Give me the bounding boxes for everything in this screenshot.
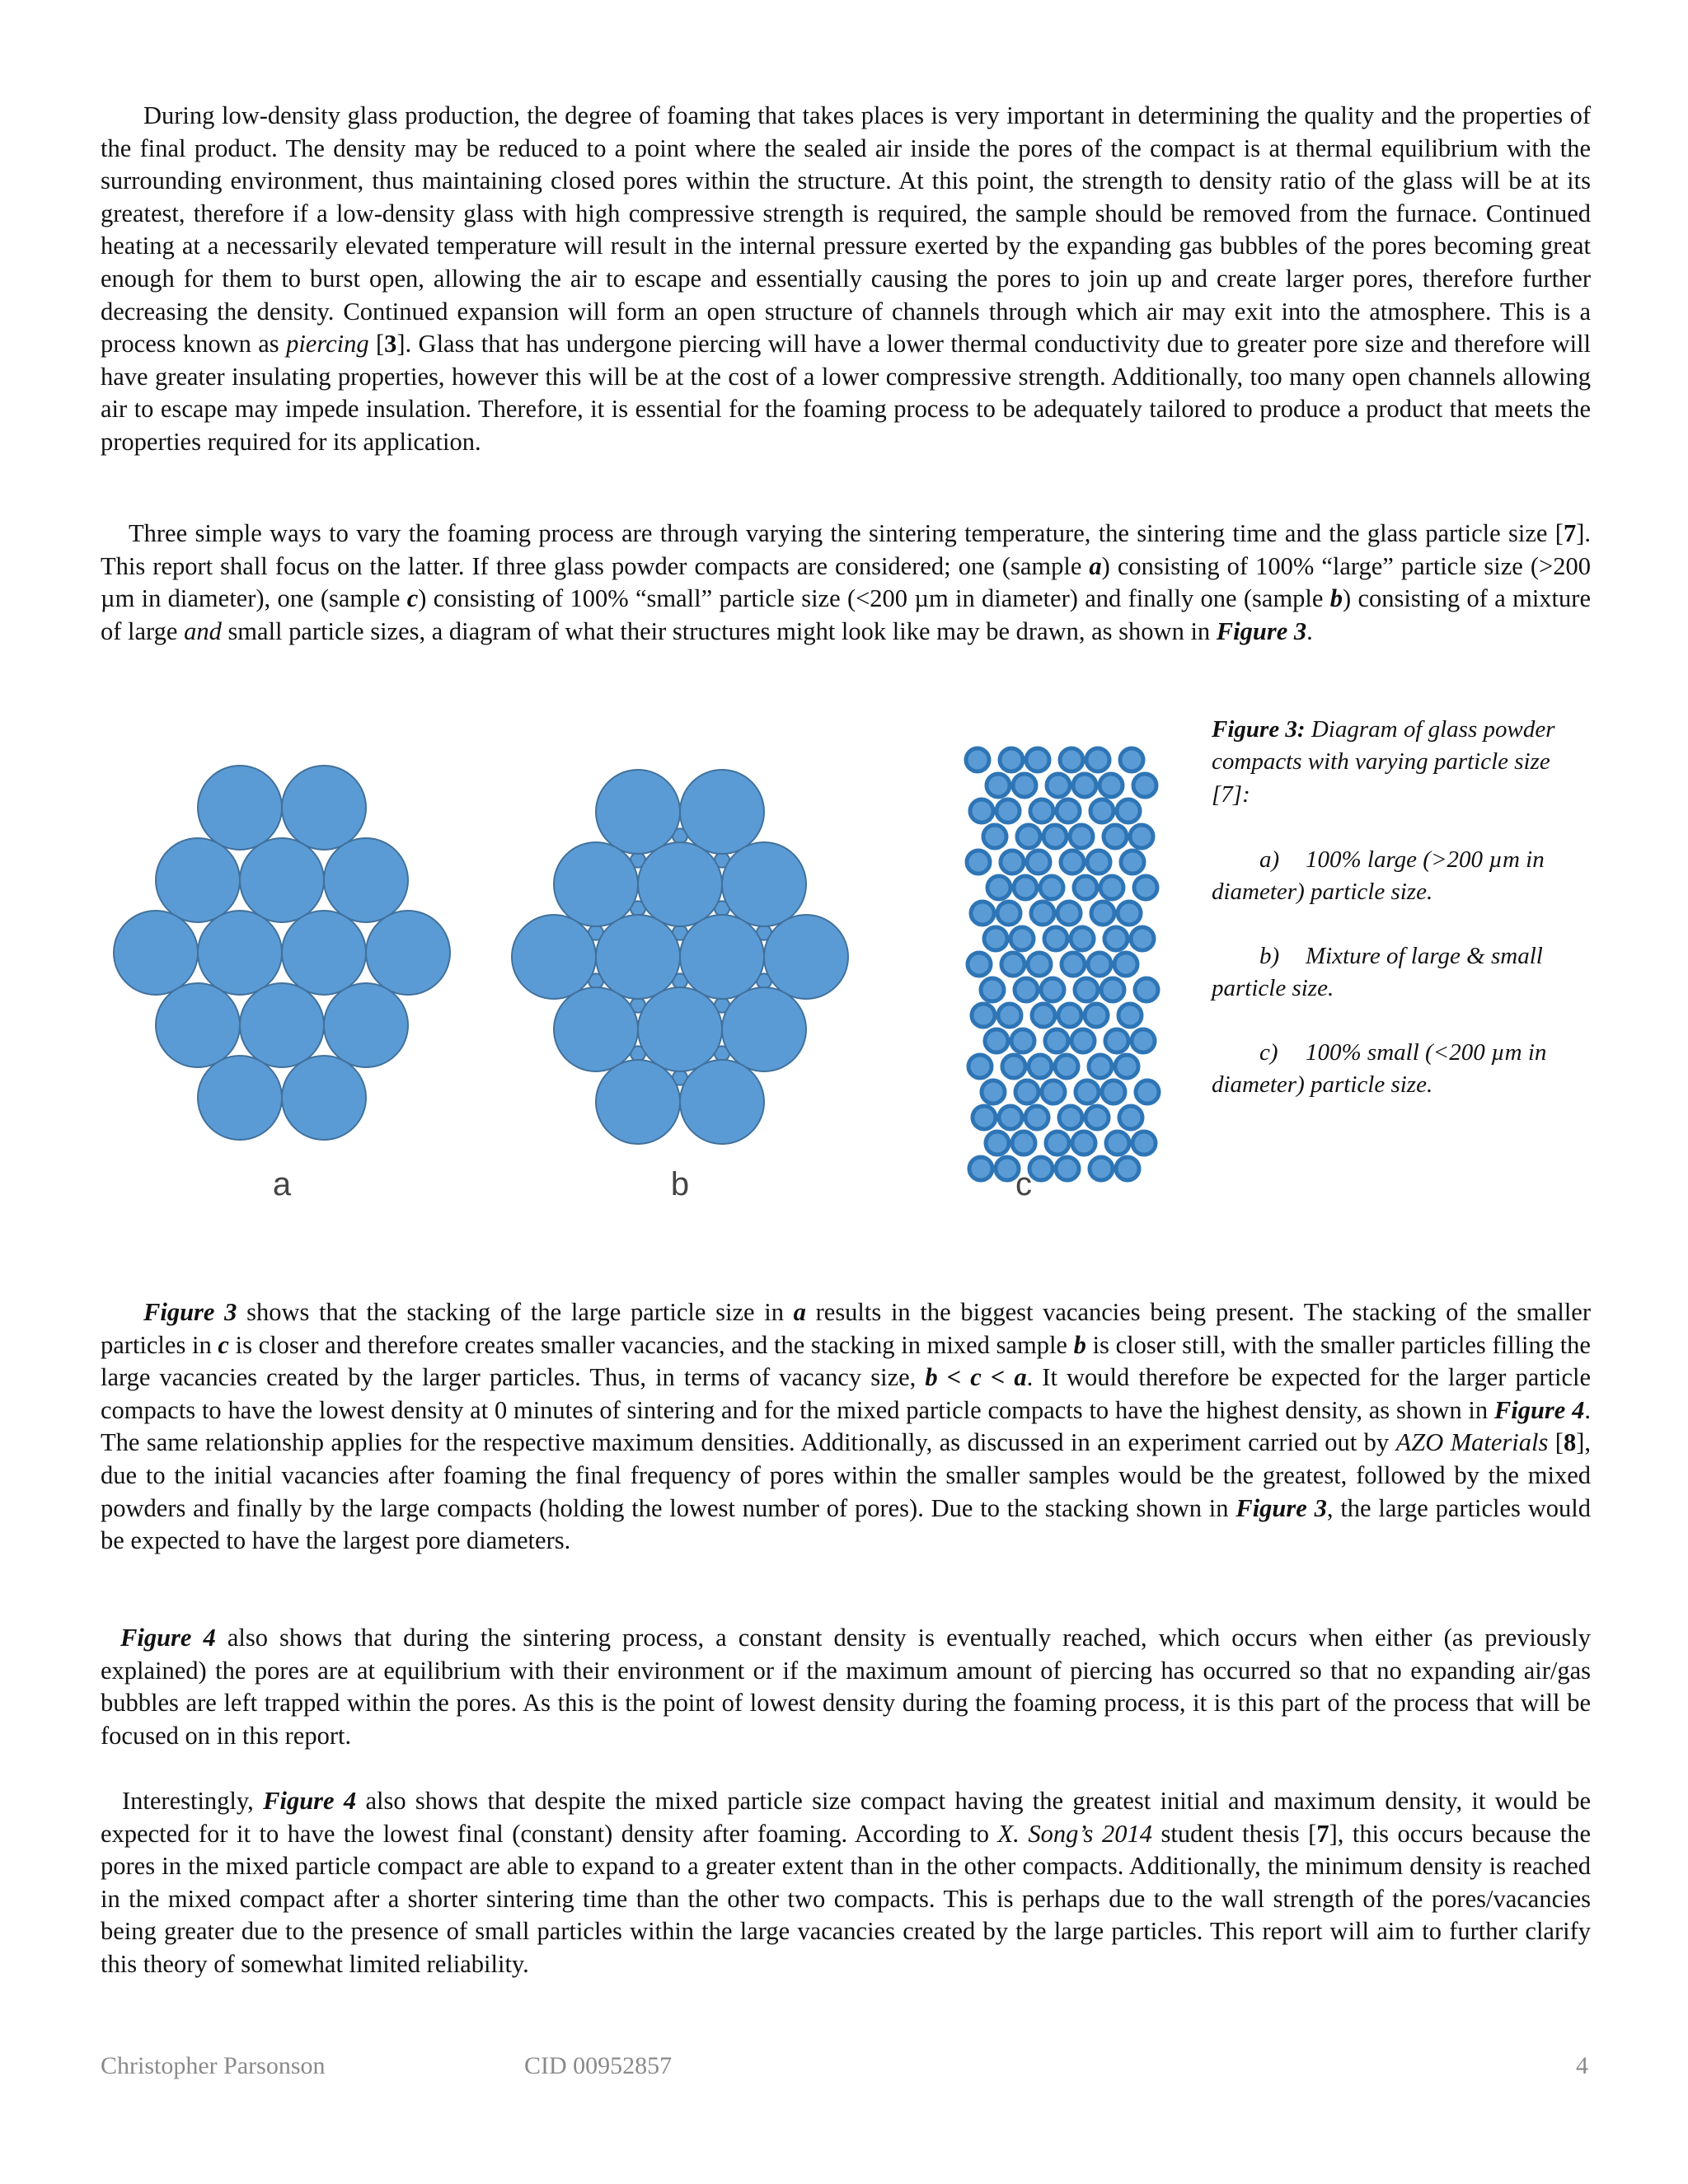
figure-3-diagram	[101, 717, 1189, 1212]
p3-inequality: b < c < a	[925, 1363, 1027, 1392]
small-particle	[1102, 1080, 1125, 1104]
small-particle	[1132, 1132, 1156, 1155]
small-particle	[1047, 774, 1070, 797]
small-particle	[1130, 825, 1153, 848]
large-particle	[554, 842, 638, 926]
small-particle	[1089, 1055, 1112, 1078]
large-particle	[324, 838, 408, 922]
small-particle	[1056, 1157, 1079, 1180]
small-particle	[1061, 851, 1084, 874]
paragraph-foaming-intro	[101, 100, 1591, 459]
small-particle	[1091, 902, 1114, 925]
small-particle	[987, 876, 1010, 899]
large-particle	[198, 1056, 282, 1140]
large-particle	[198, 766, 282, 850]
large-particle	[114, 911, 198, 995]
large-particle	[680, 1060, 764, 1144]
small-particle	[1117, 799, 1140, 823]
paragraph-constant-density	[101, 1622, 1591, 1752]
small-particle	[1135, 978, 1158, 1001]
caption-title: Figure 3:	[1212, 716, 1306, 743]
compact-c-small-particles	[966, 748, 1159, 1180]
small-particle	[1013, 774, 1036, 797]
compact-b-mixed-particles	[512, 770, 848, 1144]
small-particle	[1027, 851, 1050, 874]
small-particle	[987, 774, 1010, 797]
caption-item-b	[1212, 940, 1591, 1005]
p5-t4: ], this occurs because the pores in the mixed particle compact are able to expand to a greater extent than in the other compacts. Additionally, the minimum density is reached in the mixed compact after a shorter sintering time than the other two compacts. This is perhaps due to the wall strength of the pores/vacancies being greater due to the presence of small particles within the large vacancies created by the large particles. This report will aim to further clarify this theory of somewhat limited reliability.	[101, 1819, 1591, 1978]
small-particle	[1101, 978, 1124, 1001]
p5-ref: 7	[1316, 1819, 1329, 1848]
p3-fig: Figure 3	[143, 1298, 237, 1326]
p2-t4: ) consisting of 100% “small” particle size (<200 µm in diameter) and finally one (sample	[418, 584, 1330, 613]
small-particle	[1055, 1055, 1078, 1078]
small-particle	[1073, 774, 1096, 797]
large-particle	[764, 915, 848, 999]
p2-sample-c: c	[406, 584, 419, 613]
p2-and: and	[184, 616, 222, 645]
small-particle	[1042, 1080, 1065, 1104]
p1-text-a: During low-density glass production, the degree of foaming that takes places is very important in determining the quality and the properties of the final product. The density may be reduced to a point where the sealed air inside the pores of the compact is at thermal equilibrium with the surrounding environment, thus maintaining closed pores within the structure. At this point, the strength to density ratio of the glass will be at its greatest, therefore if a low-density glass with high compressive strength is required, the sample should be removed from the furnace. Continued heating at a necessarily elevated temperature will result in the internal pressure exerted by the expanding gas bubbles of the pores becoming great enough for them to burst open, allowing the air to escape and essentially causing the pores to join up and create larger pores, therefore further decreasing the density. Continued expansion will form an open structure of channels through which air may exit into the atmosphere. This is a process known as	[101, 101, 1591, 359]
large-particle	[282, 911, 366, 995]
large-particle	[198, 911, 282, 995]
p2-sample-a: a	[1089, 551, 1102, 580]
small-particle	[1041, 978, 1064, 1001]
small-particle	[970, 799, 993, 823]
caption-item-c-text: 100% small (<200 µm in diameter) particle size.	[1212, 1039, 1547, 1099]
small-particle	[1133, 774, 1156, 797]
small-particle	[1060, 748, 1083, 771]
small-particle	[971, 902, 994, 925]
p3-t8: ], due to the initial vacancies after foaming the final frequency of pores within the smaller samples would be the greatest, followed by the mixed powders and finally by the large compacts (holding the lowest number of pores). Due to the stacking shown in	[101, 1428, 1591, 1522]
small-particle	[972, 1004, 995, 1027]
p3-t5: . It would therefore be expected for the larger particle compacts to have the lowest density at 0 minutes of sintering and for the mixed particle compacts to have the highest density, as shown in	[101, 1363, 1591, 1424]
p2-t5: ) consisting of a mixture of large	[101, 584, 1591, 645]
small-particle	[1045, 1029, 1068, 1052]
small-particle	[1105, 1029, 1128, 1052]
p2-t2: ]. This report shall focus on the latter. If three glass powder compacts are considered; one (sample	[101, 519, 1591, 580]
compact-a-large-particles	[114, 766, 450, 1140]
p1-ref: 3	[384, 330, 397, 359]
large-particle	[638, 987, 722, 1071]
p2-sample-b: b	[1329, 584, 1343, 613]
large-particle	[722, 842, 806, 926]
p3-t4: is closer still, with the smaller particles filling the large vacancies created by the larger particles. Thus, in terms of vacancy size,	[101, 1330, 1591, 1392]
small-particle	[983, 825, 1006, 848]
small-particle	[1134, 876, 1157, 899]
large-particle	[366, 911, 450, 995]
p1-text-b: ]. Glass that has undergone piercing will have a lower thermal conductivity due to greater pore size and therefore will have greater insulating properties, however this will be at the cost of a lower compressive strength. Additionally, too many open channels allowing air to escape may impede insulation. Therefore, it is essential for the foaming process to be adequately tailored to produce a product that meets the properties required for its application.	[101, 330, 1591, 456]
p3-ref: 8	[1563, 1428, 1577, 1457]
small-particle	[1014, 876, 1037, 899]
caption-item-a-label: a)	[1259, 846, 1280, 873]
small-particle	[997, 902, 1020, 925]
small-particle	[1100, 876, 1123, 899]
small-particle	[1114, 953, 1137, 976]
small-particle	[1076, 1080, 1099, 1104]
large-particle	[156, 983, 240, 1067]
large-particle	[512, 915, 596, 999]
large-particle	[324, 983, 408, 1067]
p3-azo: AZO Materials	[1395, 1428, 1549, 1457]
small-particle	[1116, 1157, 1139, 1180]
large-particle	[722, 987, 806, 1071]
small-particle	[1015, 1080, 1039, 1104]
small-particle	[1106, 1132, 1129, 1155]
caption-item-a-text: 100% large (>200 µm in diameter) particle size.	[1212, 846, 1545, 906]
small-particle	[1136, 1080, 1159, 1104]
figure-3-caption	[1212, 714, 1591, 811]
p2-fig-ref: Figure 3	[1216, 616, 1307, 645]
small-particle	[1071, 927, 1094, 950]
p4-fig: Figure 4	[120, 1624, 216, 1652]
large-particle	[680, 915, 764, 999]
small-particle	[1010, 927, 1034, 950]
large-particle	[240, 838, 324, 922]
small-particle	[1046, 1132, 1069, 1155]
small-particle	[1057, 902, 1081, 925]
large-particle	[596, 1060, 680, 1144]
large-particle	[282, 766, 366, 850]
small-particle	[1072, 1132, 1095, 1155]
p3-t3: is closer and therefore creates smaller vacancies, and the stacking in mixed sample	[228, 1330, 1074, 1359]
small-particle	[1118, 1004, 1142, 1027]
small-particle	[1075, 978, 1098, 1001]
small-particle	[1070, 825, 1093, 848]
small-particle	[1059, 1106, 1082, 1129]
p5-song: X. Song’s 2014	[997, 1819, 1152, 1848]
footer-author: Christopher Parsonson	[101, 2052, 326, 2079]
small-particle	[1120, 748, 1143, 771]
small-particle	[1085, 1106, 1109, 1129]
small-particle	[999, 1106, 1022, 1129]
small-particle	[1043, 825, 1067, 848]
small-particle	[1029, 1157, 1053, 1180]
small-particle	[1001, 851, 1024, 874]
p3-a: a	[793, 1298, 806, 1326]
large-particle	[596, 915, 680, 999]
small-particle	[1085, 1004, 1108, 1027]
small-particle	[1028, 953, 1051, 976]
caption-text: Diagram of glass powder compacts with varying particle size	[1212, 716, 1555, 776]
large-particle	[240, 983, 324, 1067]
small-particle	[1044, 927, 1067, 950]
small-particle	[1031, 902, 1054, 925]
p2-t1: Three simple ways to vary the foaming process are through varying the sintering temperature, the sintering time and the glass particle size [	[129, 519, 1564, 547]
paragraph-stacking	[101, 1296, 1591, 1558]
small-particle	[1087, 851, 1110, 874]
small-particle	[1090, 1157, 1113, 1180]
small-particle	[1000, 748, 1023, 771]
small-particle	[1030, 799, 1053, 823]
p5-fig: Figure 4	[263, 1787, 357, 1815]
p3-b: b	[1073, 1330, 1086, 1359]
small-particle	[1118, 902, 1141, 925]
small-particle	[1119, 1106, 1142, 1129]
small-particle	[969, 1157, 992, 1180]
caption-item-c-label: c)	[1259, 1039, 1278, 1066]
small-particle	[1086, 748, 1109, 771]
paragraph-particle-size	[101, 518, 1591, 648]
small-particle	[1071, 1029, 1095, 1052]
small-particle	[1100, 774, 1123, 797]
label-a: a	[272, 1166, 292, 1202]
footer-page-number: 4	[1576, 2052, 1588, 2079]
small-particle	[996, 799, 1020, 823]
p3-t9: , the large particles would be expected to have the largest pore diameters.	[101, 1493, 1591, 1555]
small-particle	[998, 1004, 1021, 1027]
caption-item-b-text: Mixture of large & small particle size.	[1212, 943, 1543, 1002]
small-particle	[984, 927, 1007, 950]
small-particle	[1121, 851, 1144, 874]
small-particle	[968, 953, 991, 976]
large-particle	[156, 838, 240, 922]
large-particle	[554, 987, 638, 1071]
p3-t2: results in the biggest vacancies being present. The stacking of the smaller particles in	[101, 1298, 1591, 1359]
p5-t1: Interestingly,	[122, 1787, 264, 1815]
small-particle	[1104, 825, 1127, 848]
small-particle	[1057, 799, 1080, 823]
p2-ref: 7	[1563, 519, 1577, 547]
p2-t7: .	[1306, 616, 1313, 645]
small-particle	[1026, 748, 1049, 771]
p2-t6: small particle sizes, a diagram of what their structures might look like may be drawn, as shown in	[221, 616, 1217, 645]
small-particle	[981, 978, 1004, 1001]
small-particle	[1088, 953, 1111, 976]
small-particle	[1025, 1106, 1048, 1129]
label-b: b	[670, 1166, 690, 1202]
caption-ref: [7]:	[1212, 780, 1250, 808]
footer-cid: CID 00952857	[524, 2052, 673, 2079]
small-particle	[986, 1132, 1009, 1155]
small-particle	[967, 851, 990, 874]
label-c: c	[1015, 1166, 1032, 1202]
p5-t3: student thesis [	[1151, 1819, 1317, 1848]
small-particle	[985, 1029, 1008, 1052]
p1-term-piercing: piercing	[286, 330, 369, 359]
small-particle	[1029, 1055, 1052, 1078]
small-particle	[968, 1055, 992, 1078]
small-particle	[1058, 1004, 1081, 1027]
p3-t1: shows that the stacking of the large particle size in	[237, 1298, 794, 1326]
small-particle	[1074, 876, 1097, 899]
small-particle	[1040, 876, 1063, 899]
paragraph-mixed-compact	[101, 1785, 1591, 1981]
p1-ref-open: [	[368, 330, 385, 359]
large-particle	[680, 770, 764, 854]
caption-item-a	[1212, 844, 1591, 909]
p5-t2: also shows that despite the mixed particle size compact having the greatest initial and maximum density, it would be expected for it to have the lowest final (constant) density after foaming. According to	[101, 1787, 1592, 1848]
caption-item-c	[1212, 1037, 1591, 1102]
small-particle	[966, 748, 989, 771]
small-particle	[1017, 825, 1040, 848]
small-particle	[1001, 953, 1025, 976]
small-particle	[1011, 1029, 1034, 1052]
small-particle	[1132, 1029, 1155, 1052]
small-particle	[1062, 953, 1085, 976]
p2-t3: ) consisting of 100% “large” particle size (>200 µm in diameter), one (sample	[101, 551, 1591, 613]
large-particle	[282, 1056, 366, 1140]
p3-c: c	[218, 1330, 229, 1359]
small-particle	[1115, 1055, 1138, 1078]
p3-fig4: Figure 4	[1493, 1395, 1585, 1424]
small-particle	[1090, 799, 1114, 823]
small-particle	[1104, 927, 1128, 950]
p4-text: also shows that during the sintering process, a constant density is eventually reached, which occurs when either (as previously explained) the pores are at equilibrium with their environment or if the maximum amount of piercing has occurred so that no expanding air/gas bubbles are left trapped within the pores. As this is the point of lowest density during the foaming process, it is this part of the process that will be focused on in this report.	[101, 1624, 1592, 1750]
small-particle	[1012, 1132, 1035, 1155]
small-particle	[1002, 1055, 1025, 1078]
small-particle	[1032, 1004, 1055, 1027]
small-particle	[1015, 978, 1038, 1001]
p3-t6: . The same relationship applies for the respective maximum densities. Additionally, as discussed in an experiment carried out by	[101, 1395, 1591, 1457]
caption-item-b-label: b)	[1259, 943, 1280, 969]
small-particle	[1131, 927, 1154, 950]
p3-t7: [	[1548, 1428, 1564, 1457]
small-particle	[973, 1106, 996, 1129]
large-particle	[638, 842, 722, 926]
large-particle	[596, 770, 680, 854]
small-particle	[982, 1080, 1005, 1104]
p3-fig3b: Figure 3	[1236, 1493, 1327, 1522]
